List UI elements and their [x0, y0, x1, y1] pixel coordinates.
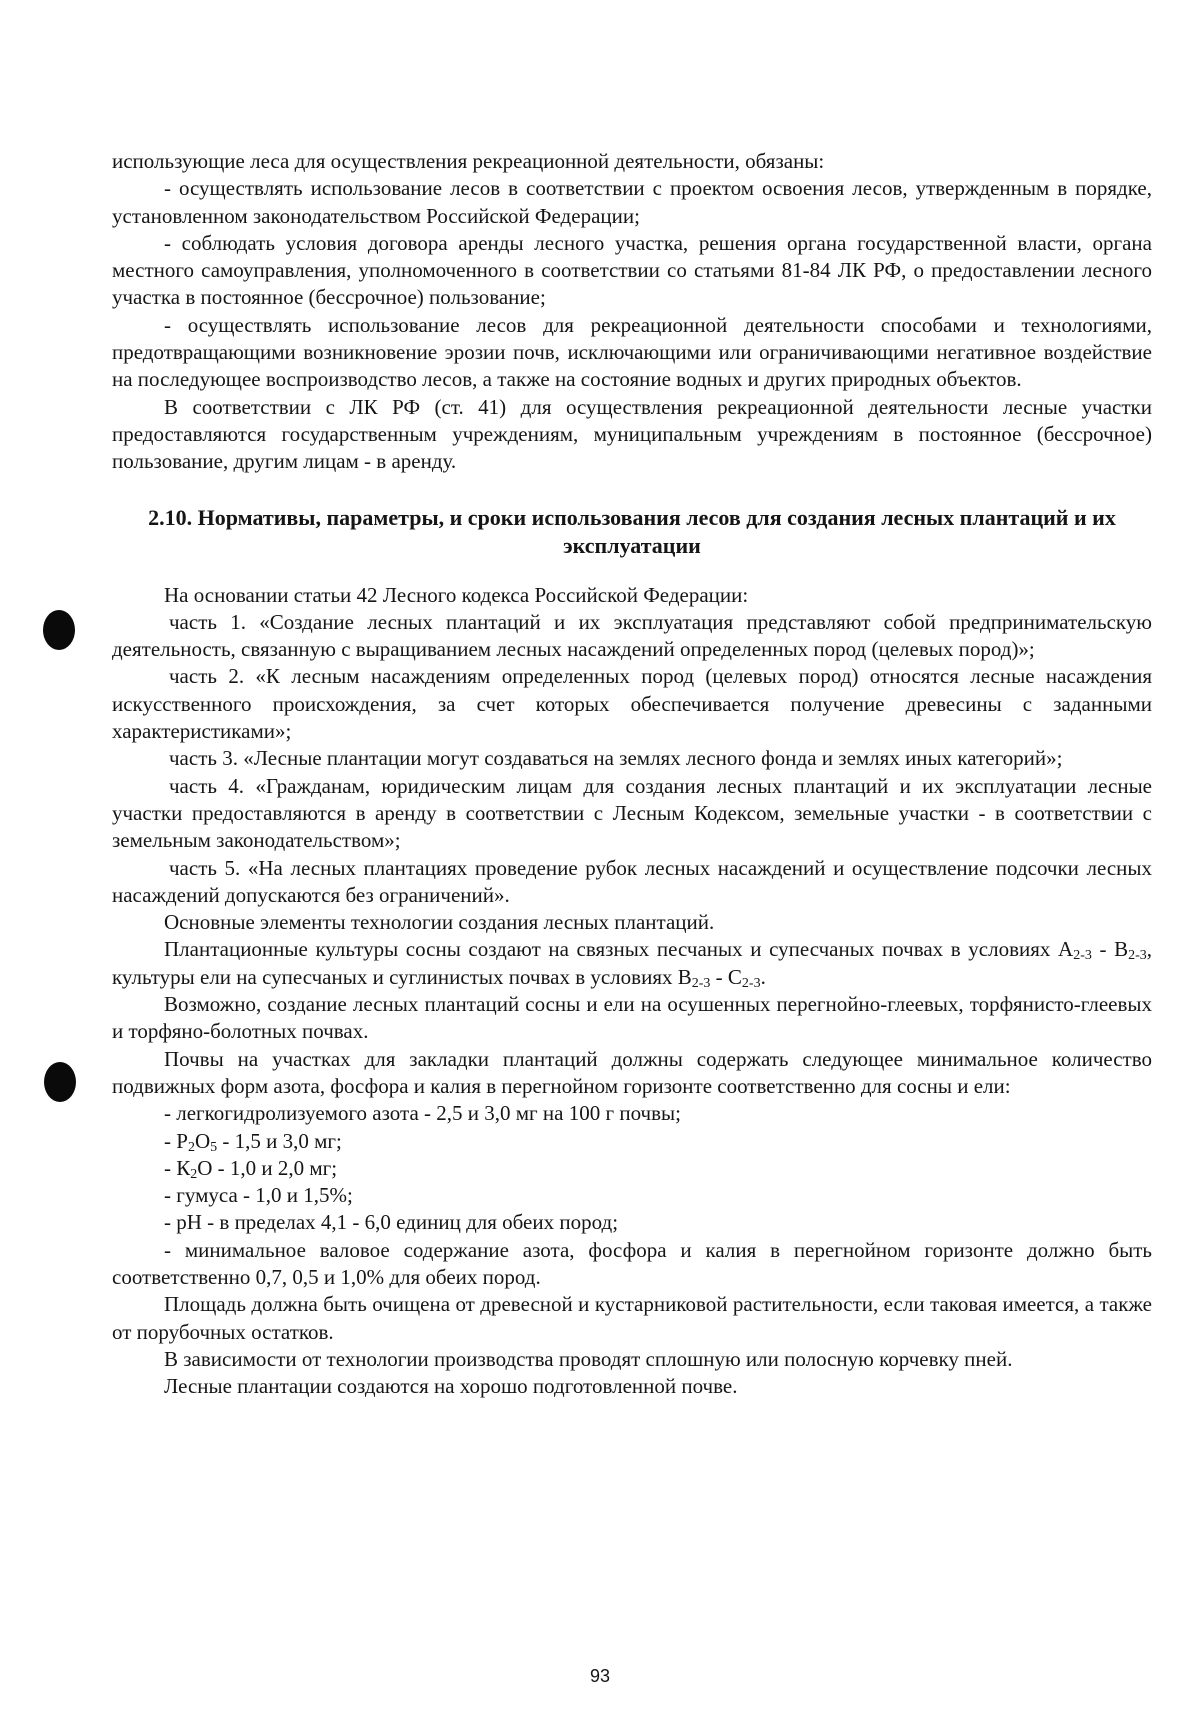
- paragraph: - соблюдать условия договора аренды лесного участка, решения органа государственной власти, органа местного самоуправления, уполномоченного в соответствии со статьями 81-84 ЛК РФ, о предоставлении лесного участка в постоянное (бессрочное) пользование;: [112, 230, 1152, 310]
- paragraph: часть 2. «К лесным насаждениям определенных пород (целевых пород) относятся лесные насаждения искусственного происхождения, за счет которых обеспечивается получение древесины с заданными характеристиками»;: [112, 664, 1152, 744]
- paragraph: На основании статьи 42 Лесного кодекса Российской Федерации:: [164, 582, 749, 607]
- paragraph: Лесные плантации создаются на хорошо подготовленной почве.: [164, 1374, 738, 1399]
- punch-hole: [44, 1062, 76, 1102]
- section-heading: 2.10. Нормативы, параметры, и сроки использования лесов для создания лесных плантаций и их эксплуатации: [148, 504, 1116, 558]
- page-body: [112, 148, 1152, 1400]
- paragraph: Возможно, создание лесных плантаций сосны и ели на осушенных перегнойно-глеевых, торфянисто-глеевых и торфяно-болотных почвах.: [112, 992, 1152, 1044]
- punch-hole: [43, 610, 75, 650]
- list-item-k2o: - $К_2О - 1,0$ и 2,0 мг;: [164, 1155, 338, 1182]
- paragraph: Почвы на участках для закладки плантаций должны содержать следующее минимальное количество подвижных форм азота, фосфора и калия в перегнойном горизонте соответственно для сосны и ели:: [112, 1046, 1152, 1098]
- paragraph: часть 4. «Гражданам, юридическим лицам для создания лесных плантаций и их эксплуатации лесные участки предоставляются в аренду в соответствии с Лесным Кодексом, земельные участки - в соответствии с земельным законодательством»;: [112, 773, 1152, 853]
- list-item: - легкогидролизуемого азота - 2,5 и 3,0 мг на 100 г почвы;: [164, 1101, 681, 1126]
- list-item: - рН - в пределах 4,1 - 6,0 единиц для обеих пород;: [164, 1210, 619, 1235]
- paragraph: использующие леса для осуществления рекреационной деятельности, обязаны:: [112, 149, 825, 173]
- paragraph: В соответствии с ЛК РФ (ст. 41) для осуществления рекреационной деятельности лесные участки предоставляются государственным учреждениям, муниципальным учреждениям в постоянное (бессрочное) пользование, другим лицам - в аренду.: [112, 394, 1152, 474]
- paragraph: Основные элементы технологии создания лесных плантаций.: [164, 910, 715, 935]
- list-item: - минимальное валовое содержание азота, фосфора и калия в перегнойном горизонте должно быть соответственно 0,7, 0,5 и 1,0% для обеих пород.: [112, 1237, 1152, 1289]
- paragraph: часть 3. «Лесные плантации могут создаваться на землях лесного фонда и землях иных категорий»;: [169, 746, 1063, 771]
- paragraph: - осуществлять использование лесов в соответствии с проектом освоения лесов, утвержденным в порядке, установленном законодательством Российской Федерации;: [112, 176, 1152, 228]
- list-item: - гумуса - 1,0 и 1,5%;: [164, 1183, 353, 1208]
- page-number: 93: [589, 1666, 611, 1686]
- paragraph: часть 5. «На лесных плантациях проведение рубок лесных насаждений и осуществление подсочки лесных насаждений допускаются без ограничений».: [112, 855, 1152, 907]
- list-item-p2o5: - $Р_2О_5 - 1,5$ и 3,0 мг;: [164, 1128, 342, 1155]
- paragraph: - осуществлять использование лесов для рекреационной деятельности способами и технологиями, предотвращающими возникновение эрозии почв, исключающими или ограничивающими негативное воздействие на последующее воспроизводство лесов, а также на состояние водных и других природных объектов.: [112, 312, 1152, 392]
- plantation-paragraph: Плантационные культуры сосны создают на связных песчаных и супесчаных почвах в условиях $А_{2-3} - В_{2-3}$, культуры ели на супесчаных и суглинистых почвах в условиях $В_{2-3} - С_{2-3}$.: [112, 937, 1152, 991]
- paragraph: Площадь должна быть очищена от древесной и кустарниковой растительности, если таковая имеется, а также от порубочных остатков.: [112, 1292, 1152, 1344]
- paragraph: В зависимости от технологии производства проводят сплошную или полосную корчевку пней.: [164, 1346, 1013, 1371]
- paragraph: часть 1. «Создание лесных плантаций и их эксплуатация представляют собой предпринимательскую деятельность, связанную с выращиванием лесных насаждений определенных пород (целевых пород)»;: [112, 609, 1152, 662]
